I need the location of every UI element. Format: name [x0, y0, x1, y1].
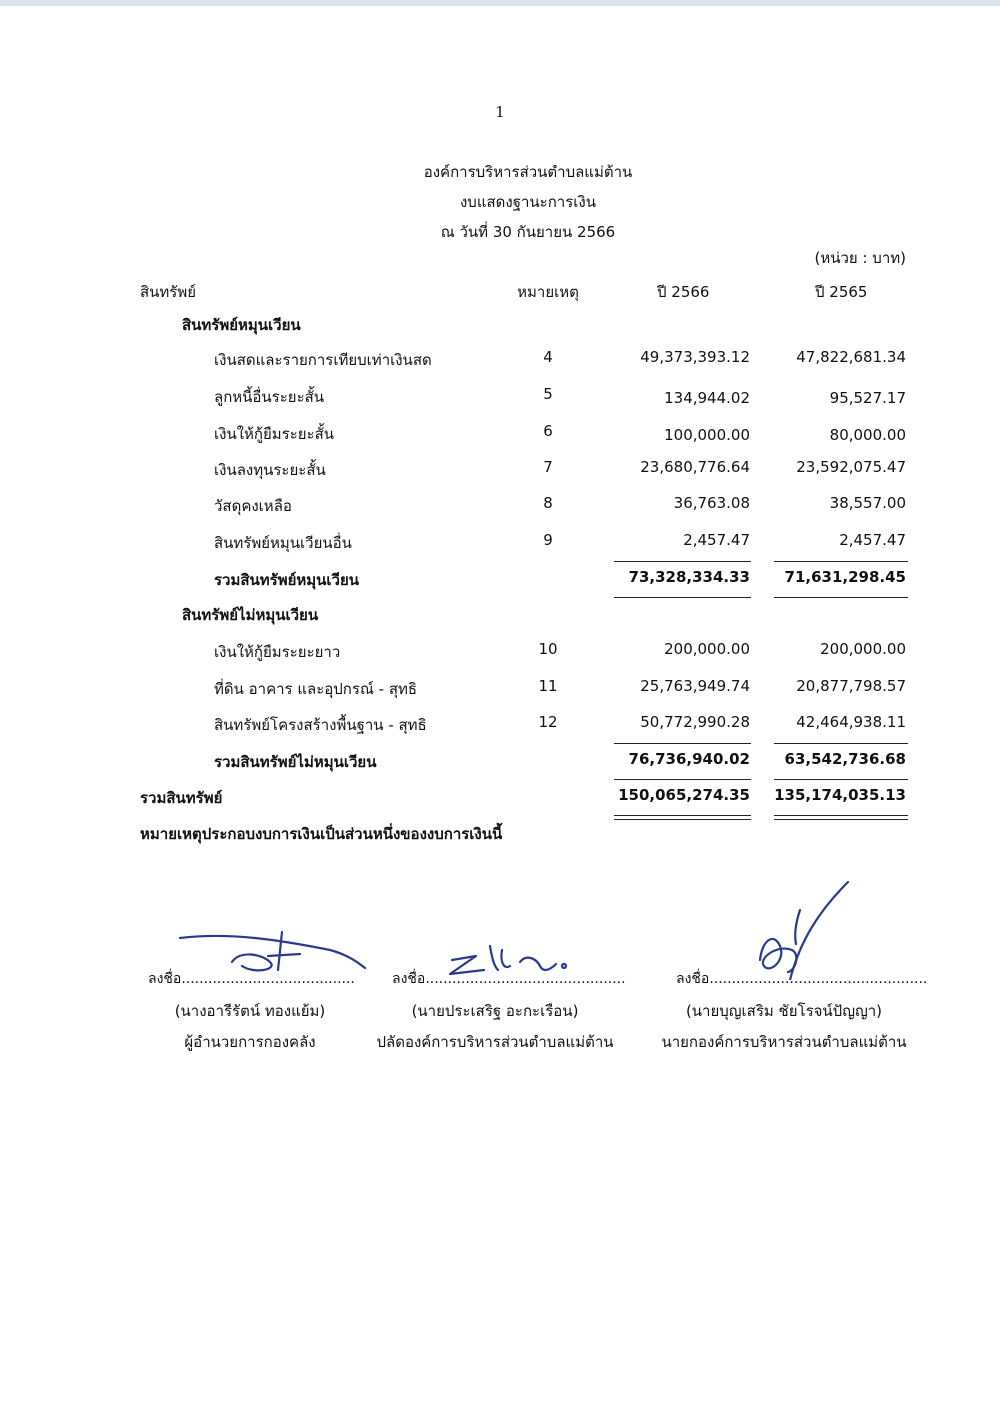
row-value-2565: 95,527.17 [829, 389, 906, 407]
row-value-2566: 25,763,949.74 [640, 677, 750, 695]
subtotal-value-2565: 71,631,298.45 [784, 568, 906, 586]
signatory-title: ปลัดองค์การบริหารส่วนตำบลแม่ต้าน [376, 1033, 614, 1051]
signature-line: ลงชื่อ....................................... [148, 971, 355, 987]
row-note: 12 [538, 713, 558, 731]
total-rule-2566 [614, 779, 751, 780]
row-label: ลูกหนี้อื่นระยะสั้น [214, 388, 325, 406]
row-value-2566: 100,000.00 [664, 426, 750, 444]
row-note: 9 [543, 531, 553, 549]
table-row [0, 713, 1000, 737]
row-note: 11 [538, 677, 558, 695]
row-note: 8 [543, 494, 553, 512]
row-label: ที่ดิน อาคาร และอุปกรณ์ - สุทธิ [214, 680, 418, 698]
signature-2-mark [490, 946, 510, 970]
section-label: สินทรัพย์ไม่หมุนเวียน [182, 606, 319, 624]
row-value-2565: 80,000.00 [829, 426, 906, 444]
handwritten-signatures [0, 870, 1000, 980]
signatory-title: ผู้อำนวยการกองคลัง [184, 1033, 316, 1051]
row-label: เงินให้กู้ยืมระยะยาว [214, 643, 341, 661]
row-note: 4 [543, 348, 553, 366]
signatory-name: (นายประเสริฐ อะกะเรือน) [411, 1002, 579, 1020]
column-header-2566: ปี 2566 [657, 283, 710, 301]
row-label: เงินให้กู้ยืมระยะสั้น [214, 425, 335, 443]
row-label: สินทรัพย์โครงสร้างพื้นฐาน - สุทธิ [214, 716, 427, 734]
signature-line: ลงชื่อ................................................. [676, 971, 928, 987]
organization-name: องค์การบริหารส่วนตำบลแม่ต้าน [423, 163, 633, 181]
subtotal-value-2566: 76,736,940.02 [628, 750, 750, 768]
column-header-note: หมายเหตุ [517, 283, 579, 301]
table-row [0, 458, 1000, 482]
subtotal-label: รวมสินทรัพย์หมุนเวียน [214, 571, 360, 589]
section-label: สินทรัพย์หมุนเวียน [182, 316, 301, 334]
total-assets-row [0, 786, 1000, 810]
subtotal-row-current-assets [0, 568, 1000, 592]
row-label: สินทรัพย์หมุนเวียนอื่น [214, 534, 352, 552]
row-value-2566: 200,000.00 [664, 640, 750, 658]
subtotal-underline-2566 [614, 597, 751, 598]
total-assets-value-2565: 135,174,035.13 [774, 786, 906, 804]
column-header-2565: ปี 2565 [815, 283, 868, 301]
total-assets-value-2566: 150,065,274.35 [618, 786, 750, 804]
double-underline-2565-bottom [774, 819, 908, 820]
table-row [0, 677, 1000, 701]
subtotal-label: รวมสินทรัพย์ไม่หมุนเวียน [214, 753, 377, 771]
statement-title: งบแสดงฐานะการเงิน [459, 193, 596, 211]
table-row [0, 422, 1000, 446]
total-rule-2565 [774, 779, 908, 780]
signatory-name: (นายบุญเสริม ชัยโรจน์ปัญญา) [685, 1002, 883, 1020]
row-value-2565: 38,557.00 [829, 494, 906, 512]
row-value-2565: 23,592,075.47 [796, 458, 906, 476]
double-underline-2566-bottom [614, 819, 751, 820]
page-number: 1 [495, 103, 505, 121]
row-value-2566: 50,772,990.28 [640, 713, 750, 731]
row-note: 10 [538, 640, 558, 658]
subtotal-rule-2566 [614, 561, 751, 562]
row-value-2565: 2,457.47 [839, 531, 906, 549]
subtotal-value-2565: 63,542,736.68 [784, 750, 906, 768]
signature-3-stroke [790, 882, 848, 980]
subtotal-rule-2565 [774, 561, 908, 562]
row-value-2566: 49,373,393.12 [640, 348, 750, 366]
row-note: 6 [543, 422, 553, 440]
subtotal-rule-2566 [614, 743, 751, 744]
row-value-2565: 20,877,798.57 [796, 677, 906, 695]
scan-edge [0, 0, 1000, 6]
row-value-2566: 23,680,776.64 [640, 458, 750, 476]
row-value-2565: 47,822,681.34 [796, 348, 906, 366]
row-note: 5 [543, 385, 553, 403]
signature-1-stroke [180, 936, 365, 968]
section-heading-current-assets [0, 313, 1000, 337]
column-header-assets: สินทรัพย์ [140, 283, 197, 301]
row-value-2565: 42,464,938.11 [796, 713, 906, 731]
row-label: วัสดุคงเหลือ [214, 497, 292, 515]
subtotal-underline-2565 [774, 597, 908, 598]
section-heading-non-current-assets [0, 603, 1000, 627]
row-value-2566: 2,457.47 [683, 531, 750, 549]
table-row [0, 385, 1000, 409]
statement-footnote: หมายเหตุประกอบงบการเงินเป็นส่วนหนึ่งของงบการเงินนี้ [140, 825, 503, 843]
row-label: เงินสดและรายการเทียบเท่าเงินสด [214, 351, 432, 369]
signatory-title: นายกองค์การบริหารส่วนตำบลแม่ต้าน [661, 1033, 907, 1051]
signature-line: ลงชื่อ............................................. [392, 971, 626, 987]
statement-date: ณ วันที่ 30 กันยายน 2566 [440, 223, 616, 241]
double-underline-2565-top [774, 815, 908, 816]
signatory-name: (นางอารีรัตน์ ทองแย้ม) [174, 1002, 326, 1020]
row-label: เงินลงทุนระยะสั้น [214, 461, 326, 479]
table-row [0, 640, 1000, 664]
double-underline-2566-top [614, 815, 751, 816]
row-value-2566: 134,944.02 [664, 389, 750, 407]
table-row [0, 531, 1000, 555]
subtotal-value-2566: 73,328,334.33 [628, 568, 750, 586]
currency-unit: (หน่วย : บาท) [814, 249, 906, 267]
total-assets-label: รวมสินทรัพย์ [140, 789, 223, 807]
row-value-2566: 36,763.08 [673, 494, 750, 512]
table-row [0, 494, 1000, 518]
row-note: 7 [543, 458, 553, 476]
row-value-2565: 200,000.00 [820, 640, 906, 658]
subtotal-row-non-current-assets [0, 750, 1000, 774]
subtotal-rule-2565 [774, 743, 908, 744]
signature-1-cross [268, 932, 300, 970]
signature-3-hook [795, 910, 800, 944]
table-row [0, 348, 1000, 372]
